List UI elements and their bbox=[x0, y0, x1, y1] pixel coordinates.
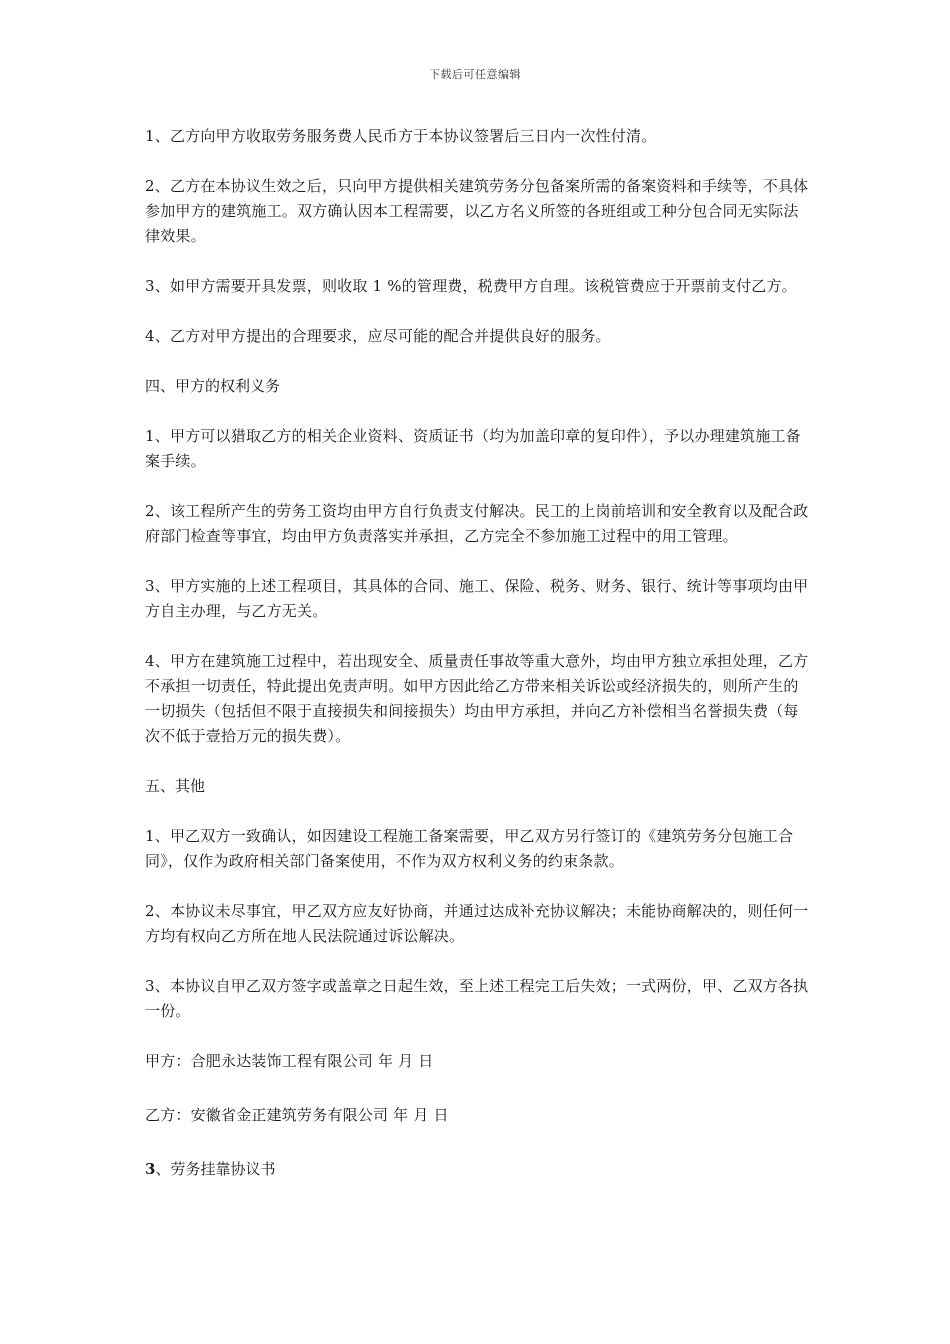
section-4-clause-1: 1、甲方可以猎取乙方的相关企业资料、资质证书（均为加盖印章的复印件），予以办理建筑施工备案手续。 bbox=[145, 427, 801, 470]
next-document-number: 3 bbox=[145, 1160, 156, 1178]
clause-3: 3、如甲方需要开具发票，则收取 1 %的管理费，税费甲方自理。该税管费应于开票前支付乙方。 bbox=[145, 277, 797, 295]
party-a-signature: 甲方：合肥永达装饰工程有限公司 年 月 日 bbox=[145, 1052, 434, 1070]
section-4-clause-4: 4、甲方在建筑施工过程中，若出现安全、质量责任事故等重大意外，均由甲方独立承担处理，乙方不承担一切责任，特此提出免责声明。如甲方因此给乙方带来相关诉讼或经济损失的，则所产生的一切损失（包括但不限于直接损失和间接损失）均由甲方承担，并向乙方补偿相当名誉损失费（每次不低于壹拾万元的损失费）。 bbox=[145, 652, 809, 745]
section-4-title: 四、甲方的权利义务 bbox=[145, 377, 281, 395]
page-header-note: 下载后可任意编辑 bbox=[429, 68, 521, 81]
clause-2: 2、乙方在本协议生效之后，只向甲方提供相关建筑劳务分包备案所需的备案资料和手续等，不具体参加甲方的建筑施工。双方确认因本工程需要，以乙方名义所签的各班组或工种分包合同无实际法律效果。 bbox=[145, 177, 809, 245]
clause-1: 1、乙方向甲方收取劳务服务费人民币方于本协议签署后三日内一次性付清。 bbox=[145, 127, 657, 145]
document-body bbox=[145, 124, 813, 1182]
section-5-clause-1: 1、甲乙双方一致确认，如因建设工程施工备案需要，甲乙双方另行签订的《建筑劳务分包施工合同》，仅作为政府相关部门备案使用，不作为双方权利义务的约束条款。 bbox=[145, 827, 794, 870]
section-4-clause-2: 2、该工程所产生的劳务工资均由甲方自行负责支付解决。民工的上岗前培训和安全教育以及配合政府部门检查等事宜，均由甲方负责落实并承担，乙方完全不参加施工过程中的用工管理。 bbox=[145, 502, 809, 545]
party-b-signature: 乙方：安徽省金正建筑劳务有限公司 年 月 日 bbox=[145, 1106, 449, 1124]
section-5-clause-3: 3、本协议自甲乙双方签字或盖章之日起生效，至上述工程完工后失效；一式两份，甲、乙双方各执一份。 bbox=[145, 977, 809, 1020]
next-document-title bbox=[145, 1157, 813, 1182]
section-5-title: 五、其他 bbox=[145, 777, 206, 795]
next-document-title-text: 、劳务挂靠协议书 bbox=[155, 1160, 276, 1178]
section-4-clause-3: 3、甲方实施的上述工程项目，其具体的合同、施工、保险、税务、财务、银行、统计等事项均由甲方自主办理，与乙方无关。 bbox=[145, 577, 809, 620]
clause-4: 4、乙方对甲方提出的合理要求，应尽可能的配合并提供良好的服务。 bbox=[145, 327, 611, 345]
section-5-clause-2: 2、本协议未尽事宜，甲乙双方应友好协商，并通过达成补充协议解决；未能协商解决的，则任何一方均有权向乙方所在地人民法院通过诉讼解决。 bbox=[145, 902, 809, 945]
